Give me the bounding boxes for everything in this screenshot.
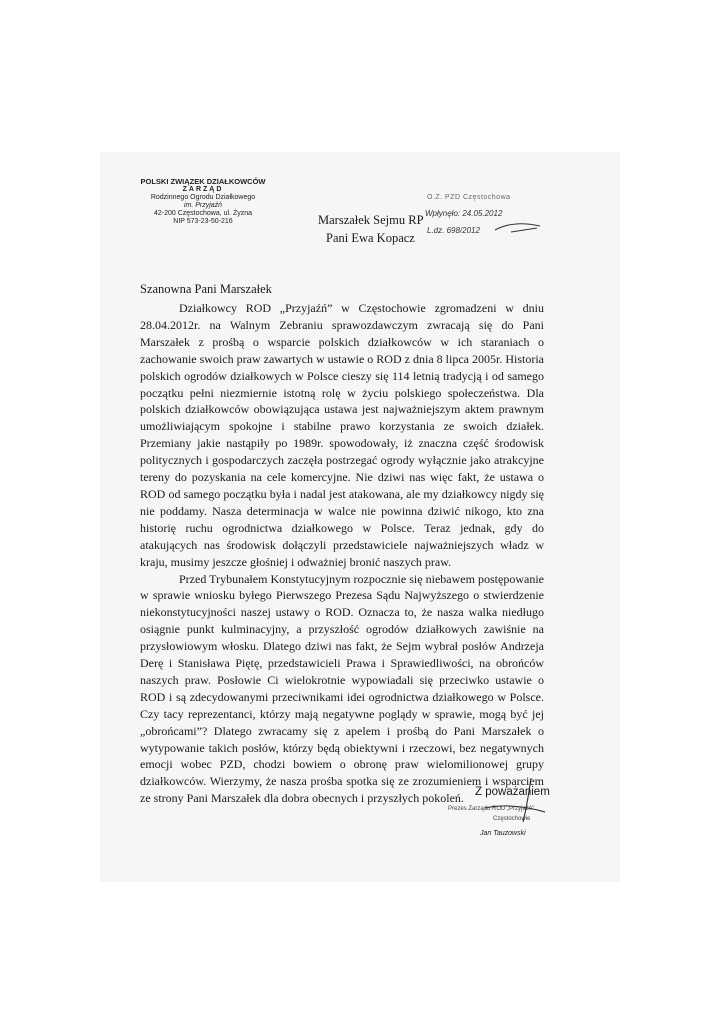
sender-garden: Rodzinnego Ogrodu Działkowego bbox=[150, 194, 256, 201]
sender-letterhead bbox=[138, 178, 268, 226]
stamp-reference: L.dz. 698/2012 bbox=[427, 226, 480, 235]
stamp-received-date: Wpłynęło: 24.05.2012 bbox=[425, 209, 503, 218]
signatory-role-sub: Częstochowie bbox=[493, 816, 531, 822]
addressee-block bbox=[318, 211, 424, 247]
stamp-office: O.Z. PZD Częstochowa bbox=[427, 194, 511, 201]
stamp-scribble bbox=[465, 220, 545, 236]
addressee-name: Pani Ewa Kopacz bbox=[326, 231, 415, 245]
sender-address: 42-200 Częstochowa, ul. Żyzna bbox=[153, 210, 253, 217]
closing-regards: Z poważaniem bbox=[475, 786, 550, 798]
paragraph-1: Działkowcy ROD „Przyjaźń” w Częstochowie zgromadzeni w dniu 28.04.2012r. na Walnym Zebraniu sprawozdawczym zwracają się do Pani Marszałek z prośbą o wsparcie polskich działkowców w ich staraniach o zachowanie swoich praw zawartych w ustawie o ROD z dnia 8 lipca 2005r. Historia polskich ogrodów działkowych w Polsce cieszy się 114 letnią tradycją i od samego początku pełni niezmiernie istotną rolę w życiu polskiego społeczeństwa. Dla polskich działkowców obowiązująca ustawa jest najważniejszym aktem prawnym umożliwiającym spokojne i stabilne prawo korzystania ze swoich działek. Przemiany jakie nastąpiły po 1989r. spowodowały, iż znaczna część środowisk politycznych i gospodarczych zaczęła postrzegać ogrody wyłącznie jako atrakcyjne tereny do pozyskania na cele komercyjne. Nie dziwi nas więc fakt, że ustawa o ROD od samego początku była i nadal jest atakowana, ale my działkowcy nigdy się nie poddamy. Nasza determinacja w walce nie powinna dziwić nikogo, kto zna historię ruchu ogrodnictwa działkowego w Polsce. Teraz jednak, gdy do atakujących nas środowisk dołączyli przedstawiciele najważniejszych władz w kraju, musimy jeszcze głośniej i odważniej bronić naszych praw. bbox=[140, 301, 544, 569]
letter-body bbox=[140, 300, 544, 807]
sender-board: ZARZĄD bbox=[182, 186, 224, 193]
sender-org: POLSKI ZWIĄZEK DZIAŁKOWCÓW bbox=[140, 177, 266, 186]
salutation: Szanowna Pani Marszałek bbox=[140, 282, 272, 296]
sender-garden-name: im. Przyjaźń bbox=[183, 202, 223, 209]
paragraph-2: Przed Trybunałem Konstytucyjnym rozpocznie się niebawem postępowanie w sprawie wniosku byłego Pierwszego Prezesa Sądu Najwyższego o stwierdzenie niekonstytucyjności naszej ustawy o ROD. Oznacza to, że nasza walka niedługo osiągnie punkt kulminacyjny, a przyszłość ogrodów działkowych zawiśnie na przysłowiowym włosku. Dlatego dziwi nas fakt, że Sejm wybrał posłów Andrzeja Derę i Stanisława Piętę, przedstawicieli Prawa i Sprawiedliwości, na obrońców naszych praw. Posłowie Ci wielokrotnie wypowiadali się przeciwko ustawie o ROD i są zdecydowanymi przeciwnikami idei ogrodnictwa działkowego w Polsce. Czy tacy reprezentanci, którzy mają negatywne poglądy w sprawie, mogą być jej „obrońcami”? Dlatego zwracamy się z apelem i prośbą do Pani Marszałek o wytypowanie takich posłów, którzy będą obiektywni i rzeczowi, bez negatywnych emocji wobec PZD, chodzi bowiem o obronę praw wielomilionowej grupy działkowców. Wierzymy, że nasza prośba spotka się ze zrozumieniem i wsparciem ze strony Pani Marszałek dla dobra obecnych i przyszłych pokoleń. bbox=[140, 571, 544, 806]
addressee-title: Marszałek Sejmu RP bbox=[318, 213, 424, 227]
signatory-name: Jan Tauzowski bbox=[480, 830, 526, 837]
sender-nip: NIP 573-23-50-216 bbox=[173, 218, 233, 225]
signatory-role: Prezes Zarządu ROD „Przyjaźń” bbox=[448, 806, 535, 812]
